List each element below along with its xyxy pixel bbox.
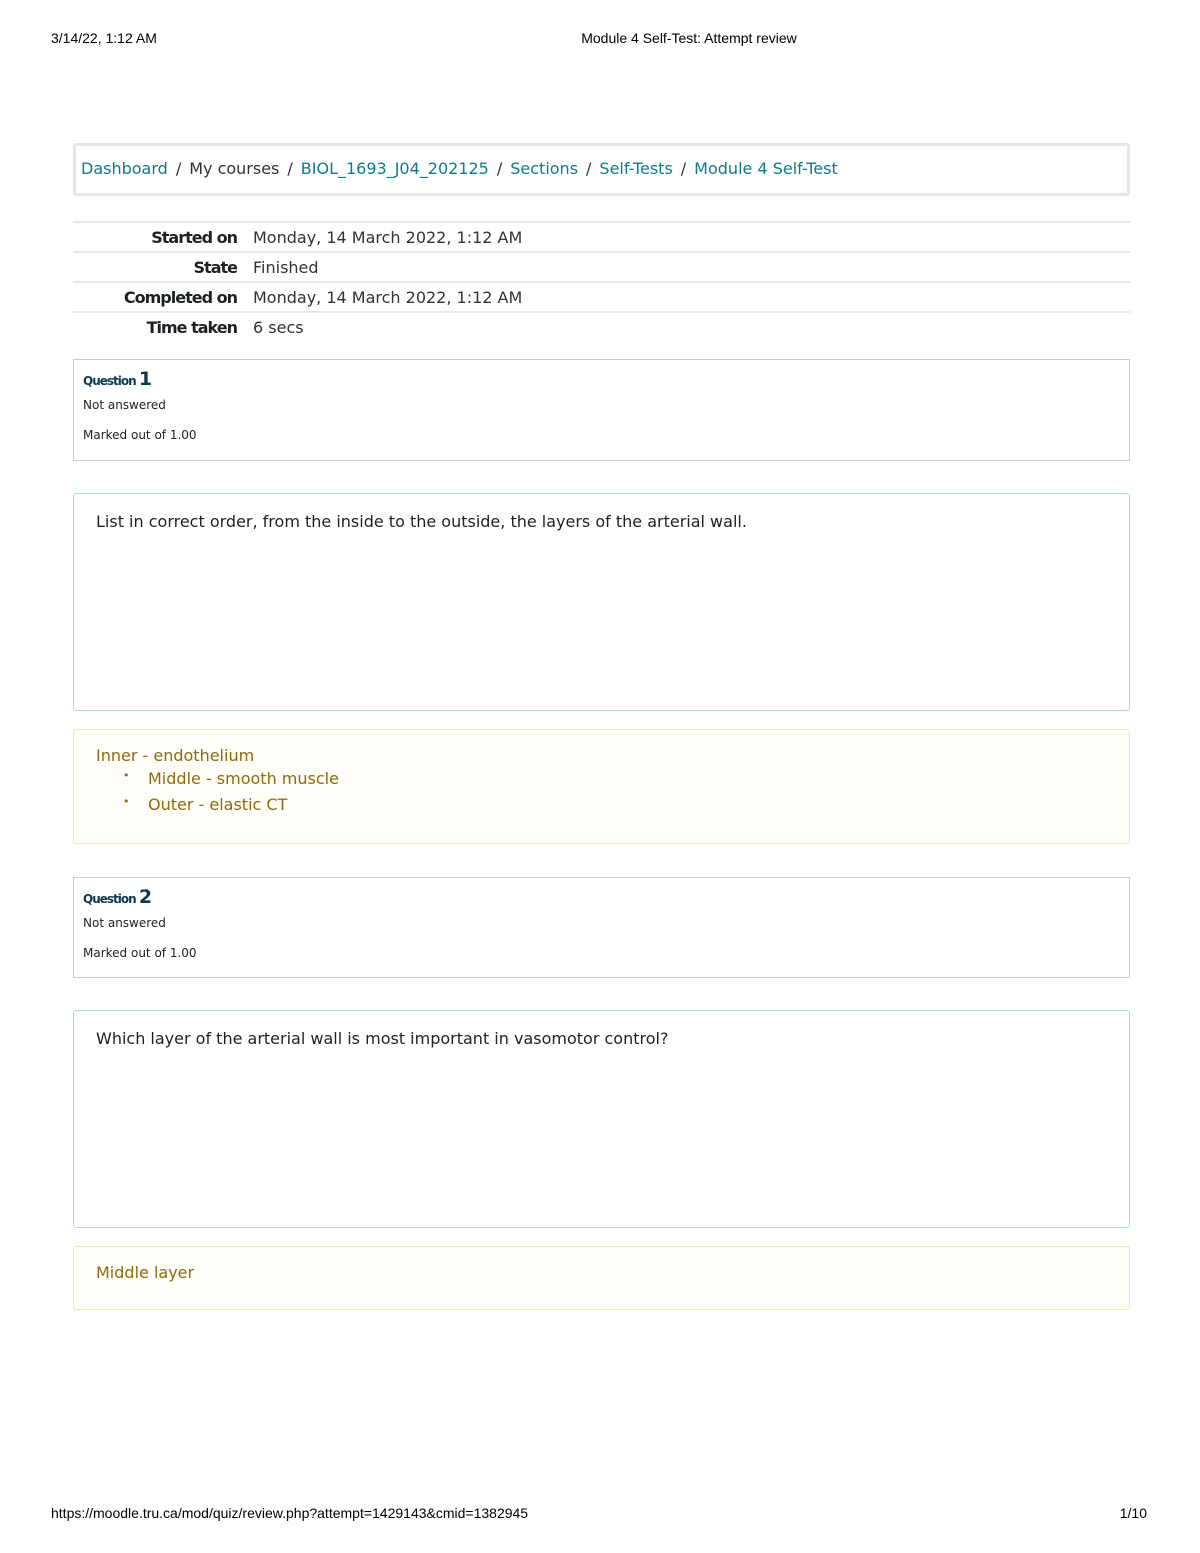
question-2-text-box — [73, 1010, 1130, 1228]
summary-value: Monday, 14 March 2022, 1:12 AM — [253, 227, 523, 247]
question-1-title — [83, 368, 1120, 390]
summary-label: Completed on — [123, 287, 237, 307]
print-url: https://moodle.tru.ca/mod/quiz/review.php?attempt=1429143&cmid=1382945 — [51, 1505, 529, 1521]
summary-value: Monday, 14 March 2022, 1:12 AM — [253, 287, 523, 307]
breadcrumb — [73, 143, 1130, 196]
print-page-title: Module 4 Self-Test: Attempt review — [581, 30, 797, 46]
print-page-number: 1/10 — [1119, 1505, 1147, 1521]
question-2-general-feedback — [73, 1246, 1130, 1310]
question-1-state: Not answered — [83, 398, 166, 412]
print-header — [0, 30, 1200, 50]
summary-label: State — [193, 257, 237, 277]
question-2-info — [73, 877, 1130, 978]
answer-line: Inner - endothelium — [96, 746, 255, 765]
breadcrumb-my-courses: My courses — [189, 159, 280, 178]
summary-value: 6 secs — [253, 318, 304, 337]
question-1-general-feedback — [73, 729, 1130, 844]
question-2-grade: Marked out of 1.00 — [83, 946, 197, 960]
question-1-info — [73, 359, 1130, 461]
bullet-icon: • — [123, 795, 130, 808]
breadcrumb-dashboard[interactable]: Dashboard — [81, 159, 168, 178]
question-1-text: List in correct order, from the inside to the outside, the layers of the arterial wall. — [96, 512, 747, 531]
summary-label: Time taken — [146, 318, 237, 337]
answer-line: Middle layer — [96, 1263, 195, 1282]
breadcrumb-separator: / — [496, 159, 503, 178]
summary-label: Started on — [151, 227, 237, 247]
breadcrumb-self-tests[interactable]: Self-Tests — [599, 159, 673, 178]
summary-value: Finished — [253, 257, 319, 277]
breadcrumb-module-4-self-test[interactable]: Module 4 Self-Test — [694, 159, 838, 178]
summary-row-state — [73, 252, 1130, 282]
question-2-state: Not answered — [83, 916, 166, 930]
breadcrumb-separator: / — [287, 159, 293, 178]
question-label: Question — [83, 892, 136, 906]
summary-row-completed-on — [73, 282, 1130, 312]
summary-row-time-taken — [73, 312, 1130, 342]
summary-row-started-on — [73, 222, 1130, 252]
bullet-icon: • — [123, 769, 130, 782]
attempt-summary-table — [73, 221, 1130, 342]
print-datetime: 3/14/22, 1:12 AM — [51, 30, 157, 46]
breadcrumb-course[interactable]: BIOL_1693_J04_202125 — [300, 159, 489, 178]
answer-list — [96, 769, 1107, 821]
question-number: 1 — [138, 368, 153, 390]
question-2-text: Which layer of the arterial wall is most important in vasomotor control? — [96, 1029, 669, 1048]
question-1-text-box — [73, 493, 1130, 711]
answer-list-item: • Outer - elastic CT — [123, 795, 288, 814]
question-2-title — [83, 886, 1120, 908]
breadcrumb-separator: / — [586, 159, 592, 178]
print-footer — [0, 1505, 1200, 1525]
breadcrumb-separator: / — [175, 159, 182, 178]
question-1-grade: Marked out of 1.00 — [83, 428, 197, 442]
answer-list-item: • Middle - smooth muscle — [123, 769, 339, 788]
question-number: 2 — [138, 886, 153, 908]
question-label: Question — [83, 374, 136, 388]
breadcrumb-sections[interactable]: Sections — [510, 159, 579, 178]
breadcrumb-separator: / — [680, 159, 687, 178]
